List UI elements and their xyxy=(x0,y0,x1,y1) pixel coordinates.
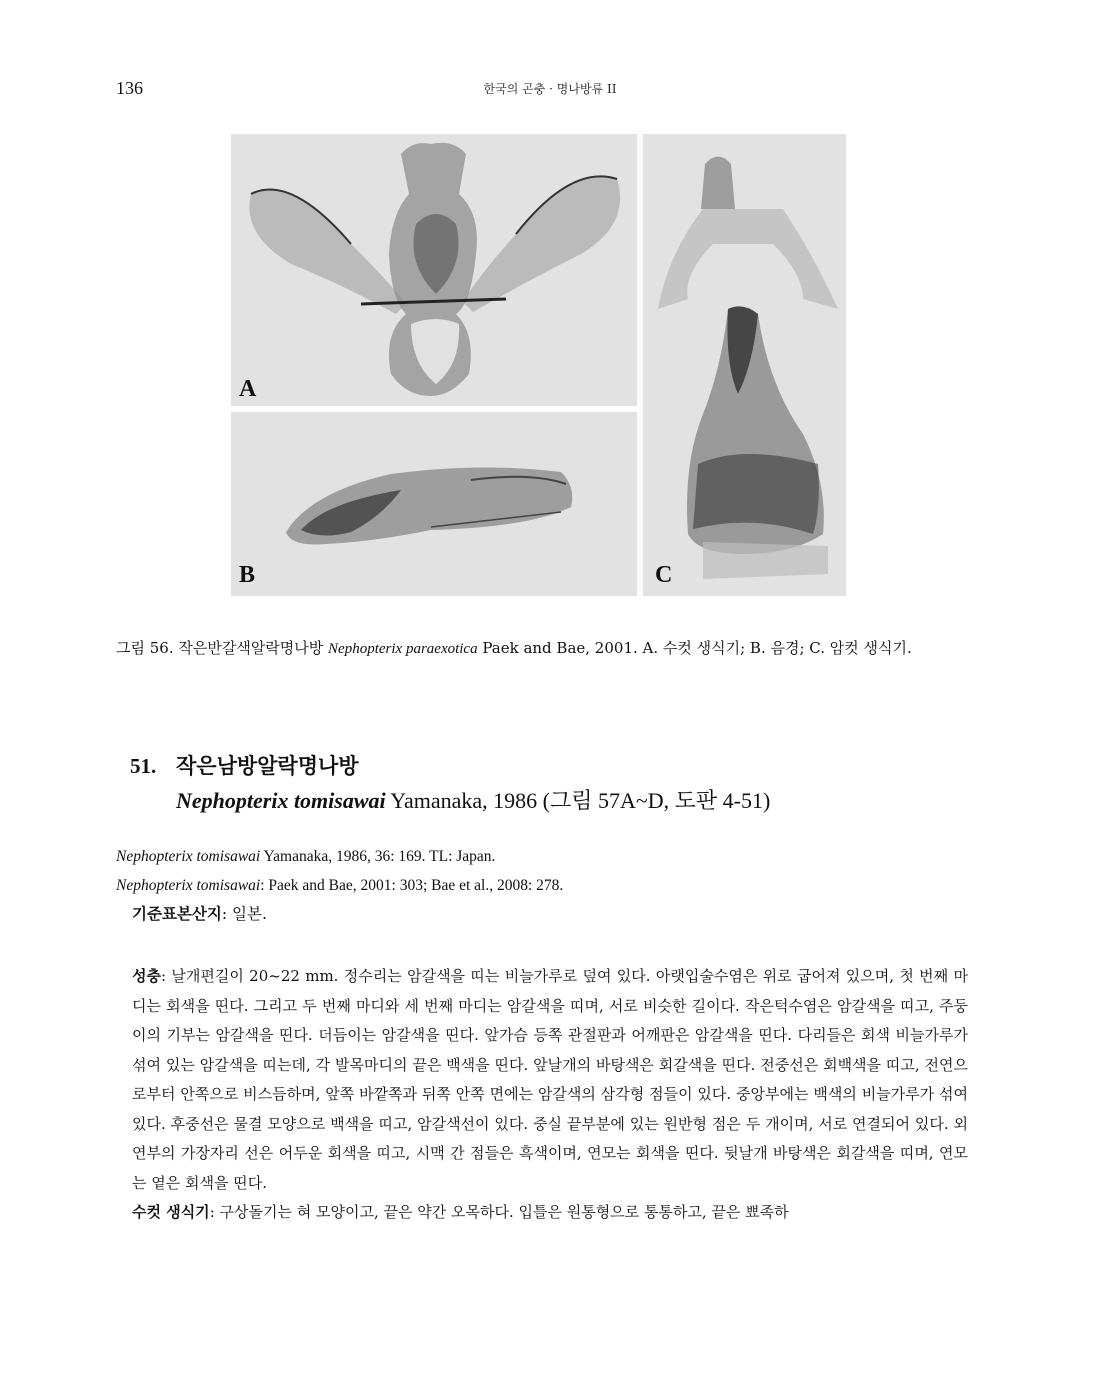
species-korean-name: 작은남방알락명나방 xyxy=(176,753,359,778)
figure-panel-a xyxy=(231,134,637,406)
figure-panel-c xyxy=(643,134,846,596)
synonymy-list xyxy=(116,842,976,929)
type-locality-label: 기준표본산지 xyxy=(132,905,222,923)
reference-citation: : Paek and Bae, 2001: 303; Bae et al., 2008: 278. xyxy=(260,877,564,894)
female-genitalia-image xyxy=(643,134,846,596)
species-authority: Yamanaka, 1986 (그림 57A~D, 도판 4-51) xyxy=(385,788,771,813)
caption-species: Nephopterix paraexotica xyxy=(328,641,478,657)
page-number: 136 xyxy=(116,78,143,98)
panel-label-c: C xyxy=(655,562,673,588)
reference-line xyxy=(116,842,976,871)
male-genitalia-image xyxy=(231,134,637,406)
figure-panel-b xyxy=(231,412,637,596)
species-heading xyxy=(130,750,359,780)
aedeagus-image xyxy=(231,412,637,596)
male-genitalia-label: 수컷 생식기 xyxy=(132,1203,210,1221)
male-genitalia-paragraph xyxy=(116,1198,968,1228)
caption-suffix: Paek and Bae, 2001. A. 수컷 생식기; B. 음경; C. 암컷 생식기. xyxy=(477,639,912,657)
reference-citation: Yamanaka, 1986, 36: 169. TL: Japan. xyxy=(260,848,496,865)
male-genitalia-text: : 구상돌기는 혀 모양이고, 끝은 약간 오목하다. 입틀은 원통형으로 통통하고, 끝은 뾰족하 xyxy=(209,1203,789,1221)
caption-prefix: 그림 56. 작은반갈색알락명나방 xyxy=(116,639,329,657)
adult-text: : 날개편길이 20~22 mm. 정수리는 암갈색을 띠는 비늘가루로 덮여 있다. 아랫입술수염은 위로 굽어져 있으며, 첫 번째 마디는 회색을 띤다. 그리고 두 번째 마디와 세 번째 마디는 암갈색을 띠며, 서로 비슷한 길이다. 작은턱수염은 암갈색을 띠고, 주둥이의 기부는 암갈색을 띤다. 더듬이는 암갈색을 띤다. 앞가슴 등쪽 관절판과 어깨판은 암갈색을 띤다. 다리들은 회색 비늘가루가 섞여 있는 암갈색을 띠는데, 각 발목마디의 끝은 백색을 띤다. 앞날개의 바탕색은 회갈색을 띤다. 전중선은 회백색을 띠고, 전연으로부터 안쪽으로 비스듬하며, 앞쪽 바깥쪽과 뒤쪽 안쪽 면에는 암갈색의 삼각형 점들이 있다. 중앙부에는 백색의 비늘가루가 섞여 있다. 후중선은 물결 모양으로 백색을 띠고, 암갈색선이 있다. 중실 끝부분에 있는 원반형 점은 두 개이며, 서로 연결되어 있다. 외연부의 가장자리 선은 어두운 회색을 띠고, 시맥 간 점들은 흑색이며, 연모는 회색을 띤다. 뒷날개 바탕색은 회갈색을 띠며, 연모는 옅은 회색을 띤다. xyxy=(132,967,968,1192)
panel-label-b: B xyxy=(239,562,256,588)
type-locality-text: : 일본. xyxy=(221,905,267,923)
species-scientific-heading xyxy=(176,784,770,815)
running-title: 한국의 곤충 · 명나방류 II xyxy=(483,82,617,96)
species-scientific-name: Nephopterix tomisawai xyxy=(176,788,386,813)
adult-label: 성충 xyxy=(132,967,161,985)
reference-taxon: Nephopterix tomisawai xyxy=(116,877,261,894)
description-body xyxy=(116,962,968,1228)
reference-line xyxy=(116,871,976,900)
panel-label-a: A xyxy=(239,376,257,402)
type-locality-line xyxy=(116,900,976,929)
reference-taxon: Nephopterix tomisawai xyxy=(116,848,261,865)
adult-paragraph xyxy=(116,962,968,1198)
species-number: 51. xyxy=(130,754,157,778)
figure-caption xyxy=(116,634,966,663)
